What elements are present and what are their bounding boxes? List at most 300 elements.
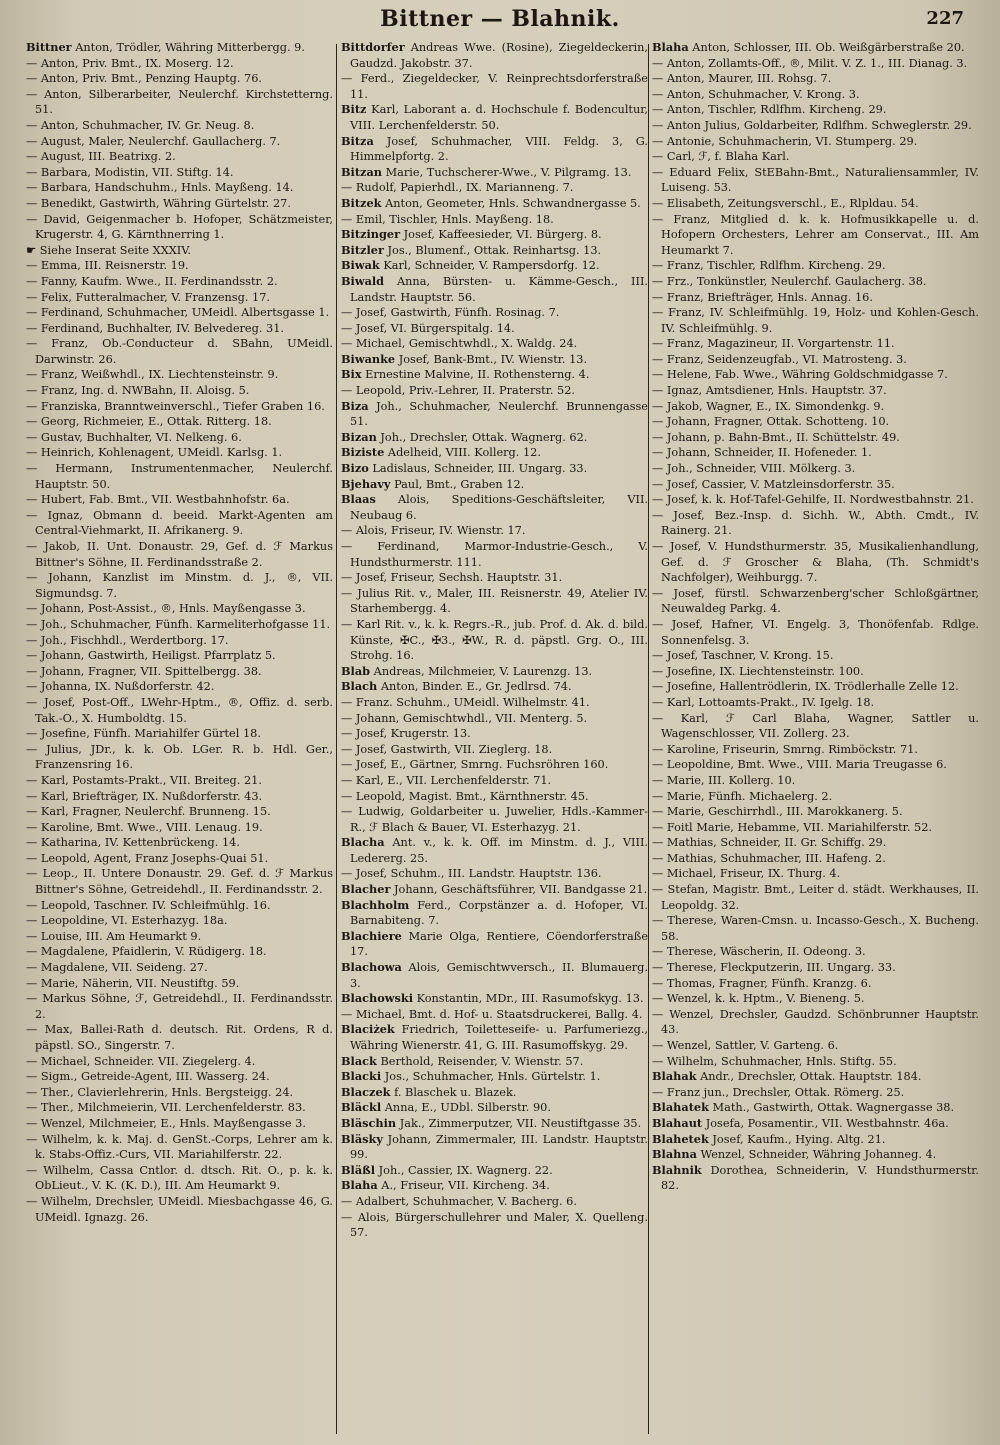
- directory-entry: [341, 789, 648, 805]
- directory-entry: [341, 835, 648, 866]
- directory-entry: [26, 726, 333, 742]
- directory-entry: [652, 804, 979, 820]
- directory-entry: [341, 180, 648, 196]
- directory-entry: [341, 742, 648, 758]
- entry-text: — Josef, Post-Off., LWehr-Hptm., ®, Offiz. d. serb. Tak.-O., X. Humboldtg. 15.: [26, 695, 333, 725]
- entry-text: — Felix, Futteralmacher, V. Franzensg. 17.: [26, 290, 270, 304]
- directory-entry: [652, 492, 979, 508]
- directory-entry: [652, 336, 979, 352]
- directory-entry: [26, 804, 333, 820]
- directory-entry: [341, 492, 648, 523]
- page-header: [0, 4, 1000, 40]
- directory-entry: [26, 570, 333, 601]
- entry-text: — Josef, Taschner, V. Krong. 15.: [652, 649, 834, 663]
- entry-text: — Ferd., Ziegeldecker, V. Reinprechtsdorferstraße 11.: [341, 72, 648, 101]
- directory-entry: [341, 711, 648, 727]
- directory-entry: [26, 430, 333, 446]
- directory-entry: [652, 695, 979, 711]
- directory-entry: [26, 679, 333, 695]
- directory-entry: [652, 1069, 979, 1085]
- directory-entry: [341, 274, 648, 305]
- directory-entry: [341, 804, 648, 835]
- entry-surname: Bizan: [341, 429, 377, 444]
- entry-text: — Heinrich, Kohlenagent, UMeidl. Karlsg. 1.: [26, 446, 283, 460]
- directory-entry: [652, 773, 979, 789]
- directory-entry: [341, 617, 648, 664]
- directory-entry: [341, 399, 648, 430]
- entry-surname: Bittner: [26, 40, 72, 54]
- entry-text: — Anton, Maurer, III. Rohsg. 7.: [652, 72, 832, 86]
- entry-surname: Blahna: [652, 1147, 697, 1162]
- entry-text: — Michael, Gemischtwhdl., X. Waldg. 24.: [341, 337, 578, 351]
- directory-entry: [652, 586, 979, 617]
- column-divider: [336, 44, 337, 1434]
- directory-entry: [652, 274, 979, 290]
- entry-text: — Stefan, Magistr. Bmt., Leiter d. städt. Werkhauses, II. Leopoldg. 32.: [652, 883, 979, 912]
- entry-text: — Elisabeth, Zeitungsverschl., E., Rlpldau. 54.: [652, 196, 919, 210]
- directory-entry: [341, 1163, 648, 1179]
- directory-entry: [341, 1085, 648, 1101]
- entry-text: — Fanny, Kaufm. Wwe., II. Ferdinandsstr. 2.: [26, 274, 278, 288]
- entry-text: — Leopoldine, Bmt. Wwe., VIII. Maria Treugasse 6.: [652, 758, 947, 772]
- entry-surname: Blahak: [652, 1069, 697, 1084]
- directory-entry: [26, 633, 333, 649]
- directory-entry: [341, 523, 648, 539]
- directory-entry: [652, 1132, 979, 1148]
- directory-entry: [652, 508, 979, 539]
- entry-surname: Blaha: [652, 40, 689, 54]
- entry-text: — Josef, Krugerstr. 13.: [341, 727, 471, 741]
- entry-text: — Franz, Mitglied d. k. k. Hofmusikkapelle u. d. Hofopern Orchesters, Lehrer am Conservat., III. Am Heumarkt 7.: [652, 212, 979, 257]
- directory-entry: [341, 898, 648, 929]
- directory-entry: [652, 258, 979, 274]
- entry-text: Anton, Geometer, Hnls. Schwandnergasse 5.: [385, 196, 641, 210]
- directory-entry: [341, 757, 648, 773]
- directory-entry: [652, 991, 979, 1007]
- directory-entry: [26, 196, 333, 212]
- directory-entry: [26, 87, 333, 118]
- entry-text: — Wilhelm, Cassa Cntlor. d. dtsch. Rit. O., p. k. k. ObLieut., V. K. (K. D.), III. Am Heumarkt 9.: [26, 1163, 333, 1193]
- entry-text: — Karoline, Friseurin, Smrng. Rimböckstr. 71.: [652, 742, 918, 756]
- entry-text: — Helene, Fab. Wwe., Währing Goldschmidgasse 7.: [652, 368, 948, 382]
- entry-surname: Bittdorfer: [341, 40, 405, 54]
- directory-entry: [26, 118, 333, 134]
- directory-entry: [341, 1132, 648, 1163]
- entry-text: — Jakob, II. Unt. Donaustr. 29, Gef. d. ℱ Markus Bittner's Söhne, II. Ferdinandsstraße 2.: [26, 540, 333, 569]
- page-number: 227: [926, 8, 964, 29]
- entry-text: Anna, E., UDbl. Silberstr. 90.: [384, 1101, 551, 1115]
- entry-text: — Ther., Clavierlehrerin, Hnls. Bergsteigg. 24.: [26, 1085, 294, 1099]
- entry-text: — Josefine, Fünfh. Mariahilfer Gürtel 18.: [26, 727, 261, 741]
- directory-entry: [652, 1038, 979, 1054]
- entry-text: — Johann, Kanzlist im Minstm. d. J., ®, VII. Sigmundsg. 7.: [26, 571, 333, 600]
- directory-entry: [26, 165, 333, 181]
- entry-text: — Alois, Friseur, IV. Wienstr. 17.: [341, 524, 526, 538]
- directory-entry: [341, 866, 648, 882]
- directory-entry: [26, 1069, 333, 1085]
- directory-entry: [341, 570, 648, 586]
- directory-entry: [652, 1054, 979, 1070]
- entry-surname: Bläschin: [341, 1115, 397, 1130]
- directory-entry: [26, 508, 333, 539]
- entry-text: — Ignaz, Obmann d. beeid. Markt-Agenten am Central-Viehmarkt, II. Afrikanerg. 9.: [26, 508, 333, 538]
- directory-entry: [26, 773, 333, 789]
- directory-entry: [341, 477, 648, 493]
- directory-entry: [26, 258, 333, 274]
- entry-text: — Franz, Ing. d. NWBahn, II. Aloisg. 5.: [26, 384, 250, 398]
- entry-text: Josef, Bank-Bmt., IV. Wienstr. 13.: [398, 352, 588, 366]
- directory-entry: [341, 258, 648, 274]
- entry-surname: Blab: [341, 663, 371, 678]
- entry-text: Paul, Bmt., Graben 12.: [394, 477, 525, 491]
- entry-text: — Joh., Schuhmacher, Fünfh. Karmeliterhofgasse 11.: [26, 617, 331, 631]
- directory-entry: [26, 1054, 333, 1070]
- directory-entry: [652, 944, 979, 960]
- entry-text: — Michael, Friseur, IX. Thurg. 4.: [652, 867, 841, 881]
- directory-entry: [26, 56, 333, 72]
- directory-entry: [652, 1100, 979, 1116]
- entry-text: Berthold, Reisender, V. Wienstr. 57.: [380, 1054, 584, 1068]
- entry-surname: Bläßl: [341, 1162, 376, 1177]
- directory-entry: [341, 430, 648, 446]
- directory-entry: [26, 1194, 333, 1225]
- directory-entry: [26, 695, 333, 726]
- entry-text: — Antonie, Schuhmacherin, VI. Stumperg. 29.: [652, 134, 918, 148]
- entry-surname: Blachholm: [341, 897, 410, 912]
- directory-entry: [341, 165, 648, 181]
- directory-entry: [26, 820, 333, 836]
- entry-text: — Johanna, IX. Nußdorferstr. 42.: [26, 680, 215, 694]
- entry-surname: Blaczek: [341, 1084, 391, 1099]
- entry-text: — Josef, Cassier, V. Matzleinsdorferstr. 35.: [652, 477, 895, 491]
- entry-surname: Blahatek: [652, 1100, 709, 1115]
- directory-entry: [652, 71, 979, 87]
- entry-text: — Franz, IV. Schleifmühlg. 19, Holz- und Kohlen-Gesch. IV. Schleifmühlg. 9.: [652, 306, 979, 335]
- directory-entry: [26, 274, 333, 290]
- entry-text: — Leopold, Magist. Bmt., Kärnthnerstr. 45.: [341, 789, 589, 803]
- entry-text: — Mathias, Schuhmacher, III. Hafeng. 2.: [652, 851, 886, 865]
- entry-text: — Anton, Zollamts-Off., ®, Milit. V. Z. 1., III. Dianag. 3.: [652, 56, 968, 70]
- directory-entry: [341, 71, 648, 102]
- entry-text: — Josefine, Hallentrödlerin, IX. Trödlerhalle Zelle 12.: [652, 680, 959, 694]
- entry-text: — Josef, Friseur, Sechsh. Hauptstr. 31.: [341, 571, 563, 585]
- entry-text: — Josef, Bez.-Insp. d. Sichh. W., Abth. Cmdt., IV. Rainerg. 21.: [652, 508, 979, 538]
- directory-entry: [652, 539, 979, 586]
- entry-surname: Blachowski: [341, 991, 413, 1006]
- entry-text: — Jakob, Wagner, E., IX. Simondenkg. 9.: [652, 399, 885, 413]
- entry-text: Math., Gastwirth, Ottak. Wagnergasse 38.: [712, 1101, 955, 1115]
- directory-entry: [341, 227, 648, 243]
- entry-surname: Bitzek: [341, 195, 382, 210]
- entry-text: — Therese, Waren-Cmsn. u. Incasso-Gesch., X. Bucheng. 58.: [652, 914, 979, 943]
- directory-entry: [341, 586, 648, 617]
- directory-entry: [652, 414, 979, 430]
- entry-text: — Franz, Seidenzeugfab., VI. Matrosteng. 3.: [652, 352, 907, 366]
- entry-text: — Marie, Geschirrhdl., III. Marokkanerg. 5.: [652, 805, 903, 819]
- directory-entry: [26, 789, 333, 805]
- directory-entry: [26, 913, 333, 929]
- directory-entry: [26, 835, 333, 851]
- entry-surname: Blaas: [341, 492, 376, 507]
- entry-text: — Rudolf, Papierhdl., IX. Marianneng. 7.: [341, 181, 574, 195]
- entry-text: — Julius, JDr., k. k. Ob. LGer. R. b. Hdl. Ger., Franzensring 16.: [26, 742, 333, 772]
- directory-entry: [341, 695, 648, 711]
- entry-text: Andreas Wwe. (Rosine), Ziegeldeckerin, Gaudzd. Jakobstr. 37.: [350, 41, 648, 70]
- entry-text: — Louise, III. Am Heumarkt 9.: [26, 929, 202, 943]
- directory-entry: [26, 742, 333, 773]
- entry-text: — Anton, Silberarbeiter, Neulerchf. Kirchstetterng. 51.: [26, 87, 333, 117]
- entry-text: f. Blaschek u. Blazek.: [394, 1085, 517, 1099]
- entry-text: — Josef, Schuhm., III. Landstr. Hauptstr. 136.: [341, 867, 602, 881]
- entry-text: — Karl Rit. v., k. k. Regrs.-R., jub. Prof. d. Ak. d. bild. Künste, ✠C., ✠3., ✠W., R. d. päpstl. Grg. O., III. Strohg. 16.: [341, 617, 648, 663]
- directory-entry: [341, 882, 648, 898]
- entry-text: Josef, Kaufm., Hying. Altg. 21.: [712, 1132, 886, 1146]
- entry-text: — Josef, Hafner, VI. Engelg. 3, Thonöfenfab. Rdlge. Sonnenfelsg. 3.: [652, 617, 979, 647]
- entry-text: — Josef, Gastwirth, Fünfh. Rosinag. 7.: [341, 306, 560, 320]
- entry-text: — Frz., Tonkünstler, Neulerchf. Gaulacherg. 38.: [652, 274, 927, 288]
- entry-text: Joh., Drechsler, Ottak. Wagnerg. 62.: [380, 430, 588, 444]
- directory-entry: [26, 1022, 333, 1053]
- column-1: [26, 40, 333, 1435]
- entry-surname: Bitzinger: [341, 227, 401, 242]
- directory-entry: [341, 212, 648, 228]
- directory-entry: [652, 352, 979, 368]
- entry-text: — Leopold, Agent, Franz Josephs-Quai 51.: [26, 851, 269, 865]
- entry-text: — David, Geigenmacher b. Hofoper, Schätzmeister, Krugerstr. 4, G. Kärnthnerring 1.: [26, 212, 333, 242]
- directory-entry: [26, 898, 333, 914]
- directory-entry: [341, 196, 648, 212]
- entry-text: Ant. v., k. k. Off. im Minstm. d. J., VIII. Ledererg. 25.: [350, 836, 648, 865]
- entry-text: — Michael, Schneider. VII. Ziegelerg. 4.: [26, 1054, 256, 1068]
- entry-text: Josefa, Posamentir., VII. Westbahnstr. 46a.: [705, 1116, 949, 1130]
- entry-text: — Julius Rit. v., Maler, III. Reisnerstr. 49, Atelier IV. Starhembergg. 4.: [341, 586, 648, 616]
- directory-entry: [26, 367, 333, 383]
- directory-entry: [341, 445, 648, 461]
- entry-text: ☛ Siehe Inserat Seite XXXIV.: [26, 243, 192, 257]
- directory-entry: [652, 399, 979, 415]
- entry-surname: Blacki: [341, 1069, 382, 1084]
- directory-entry: [652, 757, 979, 773]
- entry-surname: Biziste: [341, 445, 385, 460]
- entry-text: — Franz. Schuhm., UMeidl. Wilhelmstr. 41.: [341, 695, 590, 709]
- directory-entry: [652, 1163, 979, 1194]
- directory-entry: [341, 1116, 648, 1132]
- directory-entry: [652, 367, 979, 383]
- directory-entry: [26, 243, 333, 259]
- entry-text: — Ignaz, Amtsdiener, Hnls. Hauptstr. 37.: [652, 384, 887, 398]
- entry-text: — Josef, k. k. Hof-Tafel-Gehilfe, II. Nordwestbahnstr. 21.: [652, 493, 974, 507]
- entry-text: — Franz, Tischler, Rdlfhm. Kircheng. 29.: [652, 259, 886, 273]
- entry-text: — Leop., II. Untere Donaustr. 29. Gef. d. ℱ Markus Bittner's Söhne, Getreidehdl., II. Ferdinandsstr. 2.: [26, 867, 333, 897]
- directory-entry: [652, 960, 979, 976]
- entry-text: Anna, Bürsten- u. Kämme-Gesch., III. Landstr. Hauptstr. 56.: [350, 274, 648, 304]
- directory-entry: [341, 679, 648, 695]
- directory-entry: [341, 773, 648, 789]
- directory-entry: [26, 305, 333, 321]
- entry-text: — Franz jun., Drechsler, Ottak. Römerg. 25.: [652, 1085, 905, 1099]
- entry-surname: Blacher: [341, 882, 391, 897]
- entry-text: — Johann, Gemischtwhdl., VII. Menterg. 5.: [341, 711, 588, 725]
- directory-entry: [341, 929, 648, 960]
- directory-entry: [652, 711, 979, 742]
- directory-entry: [26, 399, 333, 415]
- entry-text: — Gustav, Buchhalter, VI. Nelkeng. 6.: [26, 430, 242, 444]
- entry-text: Wenzel, Schneider, Währing Johanneg. 4.: [700, 1148, 937, 1162]
- entry-text: — Hubert, Fab. Bmt., VII. Westbahnhofstr. 6a.: [26, 493, 290, 507]
- entry-text: Ferd., Corpstänzer a. d. Hofoper, VI. Barnabiteng. 7.: [350, 898, 648, 928]
- entry-text: Joh., Cassier, IX. Wagnerg. 22.: [378, 1163, 553, 1177]
- entry-text: — Wenzel, Sattler, V. Garteng. 6.: [652, 1039, 839, 1052]
- entry-text: — Barbara, Handschuhm., Hnls. Mayßeng. 14.: [26, 181, 294, 195]
- directory-entry: [652, 664, 979, 680]
- entry-text: — Ferdinand, Marmor-Industrie-Gesch., V. Hundsthurmerstr. 111.: [341, 540, 648, 569]
- entry-text: — Barbara, Modistin, VII. Stiftg. 14.: [26, 165, 234, 179]
- entry-text: — Ferdinand, Buchhalter, IV. Belvedereg. 31.: [26, 321, 284, 335]
- entry-text: — Georg, Richmeier, E., Ottak. Ritterg. 18.: [26, 415, 272, 429]
- entry-text: — Foitl Marie, Hebamme, VII. Mariahilferstr. 52.: [652, 820, 932, 834]
- directory-entry: [652, 913, 979, 944]
- directory-entry: [341, 134, 648, 165]
- directory-entry: [341, 1178, 648, 1194]
- entry-text: — Carl, ℱ, f. Blaha Karl.: [652, 150, 790, 164]
- entry-text: — Anton Julius, Goldarbeiter, Rdlfhm. Schweglerstr. 29.: [652, 118, 972, 132]
- entry-text: — Anton, Priv. Bmt., IX. Moserg. 12.: [26, 56, 234, 70]
- directory-entry: [26, 414, 333, 430]
- entry-text: — Wenzel, Milchmeier, E., Hnls. Mayßengasse 3.: [26, 1116, 306, 1130]
- directory-entry: [26, 1132, 333, 1163]
- entry-surname: Bitzan: [341, 164, 383, 179]
- entry-text: — Johann, Post-Assist., ®, Hnls. Mayßengasse 3.: [26, 602, 306, 616]
- entry-text: — Ludwig, Goldarbeiter u. Juwelier, Hdls.-Kammer-R., ℱ Blach & Bauer, VI. Esterhazyg. 21.: [341, 805, 648, 834]
- directory-entry: [26, 929, 333, 945]
- directory-entry: [652, 866, 979, 882]
- entry-text: — Josef, V. Hundsthurmerstr. 35, Musikalienhandlung, Gef. d. ℱ Groscher & Blaha, (Th. Schmidt's Nachfolger), Weihburgg. 7.: [652, 540, 979, 585]
- directory-entry: [341, 1210, 648, 1241]
- column-divider: [648, 44, 649, 1434]
- directory-entry: [26, 1163, 333, 1194]
- entry-surname: Bjehavy: [341, 476, 391, 491]
- entry-text: — Therese, Fleckputzerin, III. Ungarg. 33.: [652, 961, 896, 975]
- entry-text: Dorothea, Schneiderin, V. Hundsthurmerstr. 82.: [661, 1163, 979, 1193]
- directory-entry: [341, 305, 648, 321]
- directory-entry: [652, 290, 979, 306]
- entry-text: — Anton, Schuhmacher, IV. Gr. Neug. 8.: [26, 118, 255, 132]
- entry-text: — Marie, Näherin, VII. Neustiftg. 59.: [26, 976, 240, 990]
- directory-entry: [26, 336, 333, 367]
- entry-text: — Johann, Schneider, II. Hofeneder. 1.: [652, 446, 872, 460]
- entry-text: — Michael, Bmt. d. Hof- u. Staatsdruckerei, Ballg. 4.: [341, 1007, 643, 1021]
- directory-entry: [652, 383, 979, 399]
- entry-text: — Karl, Postamts-Prakt., VII. Breiteg. 21.: [26, 773, 262, 787]
- entry-text: Konstantin, MDr., III. Rasumofskyg. 13.: [416, 992, 644, 1006]
- directory-entry: [652, 87, 979, 103]
- directory-entry: [652, 648, 979, 664]
- entry-text: — Katharina, IV. Kettenbrückeng. 14.: [26, 836, 240, 850]
- entry-text: — Anton, Tischler, Rdlfhm. Kircheng. 29.: [652, 103, 887, 117]
- directory-entry: [341, 1007, 648, 1023]
- entry-text: Jak., Zimmerputzer, VII. Neustiftgasse 35.: [399, 1116, 642, 1130]
- entry-text: Joh., Schuhmacher, Neulerchf. Brunnengasse 51.: [350, 399, 648, 429]
- directory-entry: [652, 851, 979, 867]
- entry-text: Josef, Schuhmacher, VIII. Feldg. 3, G. Himmelpfortg. 2.: [350, 134, 648, 164]
- directory-entry: [26, 851, 333, 867]
- directory-entry: [652, 196, 979, 212]
- entry-text: Friedrich, Toiletteseife- u. Parfumeriezg., Währing Wienerstr. 41, G. III. Rasumoffskyg. 29.: [350, 1023, 648, 1052]
- entry-text: Ladislaus, Schneider, III. Ungarg. 33.: [372, 462, 588, 476]
- entry-text: — Karoline, Bmt. Wwe., VIII. Lenaug. 19.: [26, 820, 263, 834]
- directory-entry: [652, 149, 979, 165]
- directory-entry: [652, 477, 979, 493]
- directory-entry: [652, 102, 979, 118]
- entry-text: — Karl, ℱ Carl Blaha, Wagner, Sattler u. Wagenschlosser, VII. Zollerg. 23.: [652, 711, 979, 741]
- entry-text: — Josef, fürstl. Schwarzenberg'scher Schloßgärtner, Neuwaldeg Parkg. 4.: [652, 586, 979, 616]
- directory-entry: [26, 212, 333, 243]
- entry-text: — Johann, Fragner, Ottak. Schotteng. 10.: [652, 415, 890, 429]
- directory-entry: [26, 976, 333, 992]
- entry-text: — Ferdinand, Schuhmacher, UMeidl. Albertsgasse 1.: [26, 306, 330, 320]
- entry-text: Jos., Schuhmacher, Hnls. Gürtelstr. 1.: [384, 1070, 601, 1084]
- directory-entry: [26, 1100, 333, 1116]
- entry-text: — Karl, Fragner, Neulerchf. Brunneng. 15.: [26, 805, 271, 819]
- entry-surname: Blahetek: [652, 1131, 709, 1146]
- entry-text: Alois, Speditions-Geschäftsleiter, VII. Neubaug 6.: [350, 493, 648, 522]
- entry-surname: Black: [341, 1053, 377, 1068]
- entry-text: — Franziska, Branntweinverschl., Tiefer Graben 16.: [26, 399, 325, 413]
- entry-surname: Blaha: [341, 1178, 378, 1193]
- directory-entry: [652, 212, 979, 259]
- entry-text: — Wilhelm, Drechsler, UMeidl. Miesbachgasse 46, G. UMeidl. Ignazg. 26.: [26, 1194, 333, 1224]
- entry-text: — Leopold, Priv.-Lehrer, II. Praterstr. 52.: [341, 384, 576, 398]
- entry-text: — Johann, Gastwirth, Heiligst. Pfarrplatz 5.: [26, 649, 276, 663]
- entry-surname: Biza: [341, 398, 369, 413]
- entry-text: — Josef, Gastwirth, VII. Zieglerg. 18.: [341, 742, 553, 756]
- entry-surname: Bitza: [341, 133, 374, 148]
- entry-text: — Franz, Ob.-Conducteur d. SBahn, UMeidl. Darwinstr. 26.: [26, 337, 333, 366]
- directory-entry: [341, 1069, 648, 1085]
- entry-text: — Franz, Magazineur, II. Vorgartenstr. 11.: [652, 337, 895, 351]
- entry-text: — Eduard Felix, StEBahn-Bmt., Naturaliensammler, IV. Luiseng. 53.: [652, 165, 979, 195]
- entry-text: Adelheid, VIII. Kollerg. 12.: [387, 446, 541, 460]
- directory-entry: [26, 383, 333, 399]
- directory-entry: [652, 1147, 979, 1163]
- entry-text: Anton, Trödler, Währing Mitterbergg. 9.: [75, 41, 305, 54]
- entry-text: — Josef, VI. Bürgerspitalg. 14.: [341, 321, 515, 335]
- directory-entry: [341, 1022, 648, 1053]
- entry-text: Karl, Laborant a. d. Hochschule f. Bodencultur, VIII. Lerchenfelderstr. 50.: [350, 103, 648, 132]
- directory-entry: [341, 960, 648, 991]
- entry-text: Karl, Schneider, V. Rampersdorfg. 12.: [383, 259, 600, 273]
- entry-text: — Anton, Schuhmacher, V. Krong. 3.: [652, 87, 860, 101]
- directory-entry: [26, 149, 333, 165]
- entry-text: — Sigm., Getreide-Agent, III. Wasserg. 24.: [26, 1070, 270, 1084]
- entry-text: A., Friseur, VII. Kircheng. 34.: [381, 1179, 550, 1193]
- entry-text: Johann, Zimmermaler, III. Landstr. Hauptstr. 99.: [350, 1132, 648, 1162]
- entry-text: — Alois, Bürgerschullehrer und Maler, X. Quelleng. 57.: [341, 1210, 648, 1240]
- entry-text: — Anton, Priv. Bmt., Penzing Hauptg. 76.: [26, 72, 263, 86]
- entry-surname: Biwald: [341, 273, 385, 288]
- directory-entry: [341, 1194, 648, 1210]
- directory-entry: [26, 321, 333, 337]
- directory-entry: [341, 367, 648, 383]
- directory-entry: [652, 835, 979, 851]
- directory-entry: [652, 789, 979, 805]
- directory-entry: [341, 352, 648, 368]
- directory-entry: [341, 102, 648, 133]
- running-head: Bittner — Blahnik.: [380, 6, 620, 32]
- entry-text: — Wilhelm, Schuhmacher, Hnls. Stiftg. 55.: [652, 1054, 897, 1068]
- entry-text: — Adalbert, Schuhmacher, V. Bacherg. 6.: [341, 1194, 577, 1208]
- entry-text: — Franz, Weißwhdl., IX. Liechtensteinstr. 9.: [26, 368, 279, 382]
